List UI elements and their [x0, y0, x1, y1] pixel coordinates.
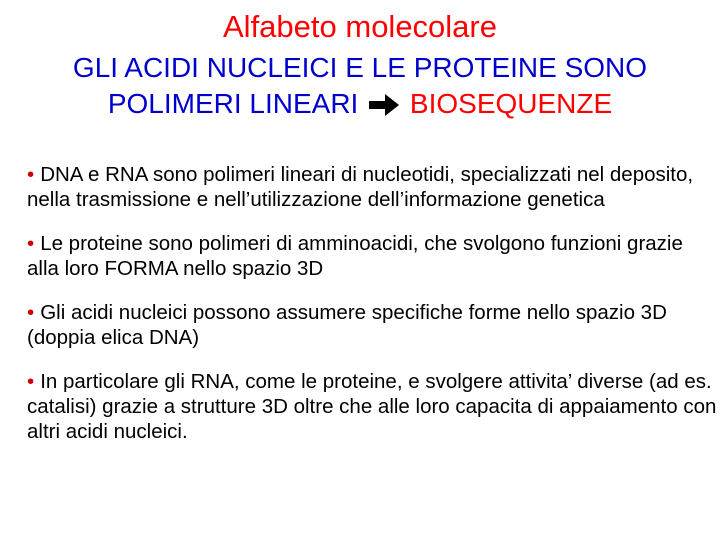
- bullet-item: [27, 300, 717, 350]
- bullet-item: [27, 231, 717, 281]
- bullet-text: Le proteine sono polimeri di amminoacidi, che svolgono funzioni grazie alla loro FORMA nello spazio 3D: [27, 232, 683, 280]
- right-arrow-icon: [368, 93, 400, 117]
- bullet-text: Gli acidi nucleici possono assumere specifiche forme nello spazio 3D (doppia elica DNA): [27, 301, 667, 349]
- slide-title: Alfabeto molecolare: [223, 9, 497, 44]
- bullet-item: [27, 369, 717, 444]
- bullet-text: In particolare gli RNA, come le proteine, e svolgere attivita’ diverse (ad es. catalisi) grazie a strutture 3D oltre che alle loro capacita di appaiamento con altri acidi nucleici.: [27, 370, 717, 443]
- bullet-text: DNA e RNA sono polimeri lineari di nucleotidi, specializzati nel deposito, nella trasmissione e nell’utilizzazione dell’informazione genetica: [27, 163, 694, 211]
- subtitle-line-1: GLI ACIDI NUCLEICI E LE PROTEINE SONO: [72, 52, 648, 83]
- bullet-marker: •: [27, 232, 35, 255]
- bullet-list: [27, 162, 717, 463]
- bullet-marker: •: [27, 370, 35, 393]
- bullet-item: [27, 162, 717, 212]
- bullet-marker: •: [27, 301, 35, 324]
- subtitle-line-2: [10, 86, 710, 122]
- subtitle-accent: BIOSEQUENZE: [409, 88, 613, 119]
- subtitle-line-2-text: POLIMERI LINEARI: [107, 88, 359, 119]
- slide-subtitle: [10, 50, 710, 122]
- bullet-marker: •: [27, 163, 35, 186]
